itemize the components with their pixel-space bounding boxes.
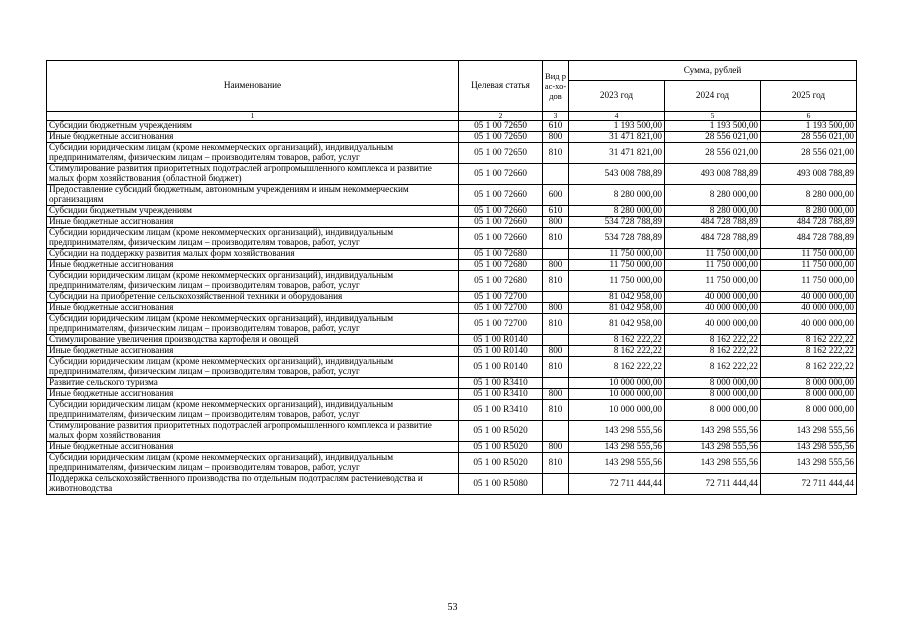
row-name-cell: Иные бюджетные ассигнования	[47, 217, 459, 228]
row-sum-2025-cell: 8 000 000,00	[761, 400, 857, 421]
table-body	[47, 121, 857, 495]
row-name-cell: Иные бюджетные ассигнования	[47, 303, 459, 314]
table-row	[47, 357, 857, 378]
table-row	[47, 314, 857, 335]
row-name-cell: Субсидии бюджетным учреждениям	[47, 121, 459, 132]
row-target-code-cell: 05 1 00 72660	[459, 185, 543, 206]
row-sum-2024-cell: 8 000 000,00	[665, 378, 761, 389]
row-sum-2023-cell: 11 750 000,00	[569, 260, 665, 271]
header-expense-kind-text: Вид рас-хо-дов	[544, 71, 567, 101]
row-sum-2025-cell: 8 000 000,00	[761, 378, 857, 389]
table-row	[47, 442, 857, 453]
column-number: 2	[459, 112, 543, 121]
row-sum-2025-cell: 1 193 500,00	[761, 121, 857, 132]
row-sum-2023-cell: 81 042 958,00	[569, 292, 665, 303]
row-name-cell: Субсидии бюджетным учреждениям	[47, 206, 459, 217]
row-expense-kind-cell: 800	[543, 260, 569, 271]
table-row	[47, 185, 857, 206]
row-sum-2024-cell: 484 728 788,89	[665, 217, 761, 228]
row-sum-2025-cell: 8 162 222,22	[761, 335, 857, 346]
row-sum-2025-cell: 8 280 000,00	[761, 185, 857, 206]
row-sum-2025-cell: 143 298 555,56	[761, 442, 857, 453]
row-sum-2025-cell: 143 298 555,56	[761, 421, 857, 442]
row-sum-2023-cell: 11 750 000,00	[569, 249, 665, 260]
row-expense-kind-cell	[543, 421, 569, 442]
page-number: 53	[447, 602, 458, 613]
row-sum-2025-cell: 11 750 000,00	[761, 271, 857, 292]
row-sum-2024-cell: 484 728 788,89	[665, 228, 761, 249]
header-year-2024: 2024 год	[665, 81, 761, 112]
column-number: 5	[665, 112, 761, 121]
row-expense-kind-cell: 610	[543, 206, 569, 217]
row-sum-2025-cell: 484 728 788,89	[761, 228, 857, 249]
table-row	[47, 292, 857, 303]
row-sum-2023-cell: 10 000 000,00	[569, 389, 665, 400]
table-row	[47, 206, 857, 217]
table-row	[47, 121, 857, 132]
row-sum-2023-cell: 543 008 788,89	[569, 164, 665, 185]
document-page	[46, 60, 856, 495]
row-target-code-cell: 05 1 00 R0140	[459, 357, 543, 378]
table-row	[47, 453, 857, 474]
row-name-cell: Субсидии юридическим лицам (кроме некоммерческих организаций), индивидуальным предпринимателям, физическим лицам – производителям товаров, работ, услуг	[47, 228, 459, 249]
row-expense-kind-cell: 800	[543, 303, 569, 314]
row-sum-2024-cell: 8 162 222,22	[665, 357, 761, 378]
row-name-cell: Субсидии юридическим лицам (кроме некоммерческих организаций), индивидуальным предпринимателям, физическим лицам – производителям товаров, работ, услуг	[47, 400, 459, 421]
row-expense-kind-cell	[543, 335, 569, 346]
row-target-code-cell: 05 1 00 R3410	[459, 389, 543, 400]
column-number: 4	[569, 112, 665, 121]
row-sum-2024-cell: 143 298 555,56	[665, 421, 761, 442]
row-expense-kind-cell: 810	[543, 271, 569, 292]
row-target-code-cell: 05 1 00 72650	[459, 143, 543, 164]
row-name-cell: Субсидии юридическим лицам (кроме некоммерческих организаций), индивидуальным предпринимателям, физическим лицам – производителям товаров, работ, услуг	[47, 143, 459, 164]
row-sum-2024-cell: 493 008 788,89	[665, 164, 761, 185]
table-row	[47, 217, 857, 228]
row-sum-2025-cell: 40 000 000,00	[761, 292, 857, 303]
row-target-code-cell: 05 1 00 R5020	[459, 421, 543, 442]
table-row	[47, 389, 857, 400]
row-expense-kind-cell: 810	[543, 400, 569, 421]
row-sum-2023-cell: 143 298 555,56	[569, 453, 665, 474]
table-row	[47, 474, 857, 495]
row-name-cell: Развитие сельского туризма	[47, 378, 459, 389]
row-sum-2024-cell: 8 000 000,00	[665, 389, 761, 400]
row-name-cell: Стимулирование развития приоритетных подотраслей агропромышленного комплекса и развитие малых форм хозяйствования (областной бюджет)	[47, 164, 459, 185]
row-sum-2024-cell: 28 556 021,00	[665, 143, 761, 164]
table-row	[47, 132, 857, 143]
row-sum-2023-cell: 81 042 958,00	[569, 303, 665, 314]
table-row	[47, 164, 857, 185]
row-sum-2025-cell: 40 000 000,00	[761, 303, 857, 314]
column-number: 1	[47, 112, 459, 121]
row-sum-2023-cell: 534 728 788,89	[569, 217, 665, 228]
row-sum-2024-cell: 11 750 000,00	[665, 249, 761, 260]
row-name-cell: Иные бюджетные ассигнования	[47, 389, 459, 400]
row-name-cell: Иные бюджетные ассигнования	[47, 132, 459, 143]
row-sum-2023-cell: 8 162 222,22	[569, 357, 665, 378]
row-target-code-cell: 05 1 00 72680	[459, 271, 543, 292]
row-sum-2023-cell: 143 298 555,56	[569, 421, 665, 442]
row-sum-2023-cell: 72 711 444,44	[569, 474, 665, 495]
row-target-code-cell: 05 1 00 R5020	[459, 442, 543, 453]
row-target-code-cell: 05 1 00 72660	[459, 217, 543, 228]
row-target-code-cell: 05 1 00 72660	[459, 206, 543, 217]
row-expense-kind-cell: 800	[543, 442, 569, 453]
table-row	[47, 335, 857, 346]
row-target-code-cell: 05 1 00 72700	[459, 292, 543, 303]
row-sum-2025-cell: 8 162 222,22	[761, 357, 857, 378]
row-target-code-cell: 05 1 00 R3410	[459, 378, 543, 389]
row-expense-kind-cell: 800	[543, 389, 569, 400]
row-target-code-cell: 05 1 00 72700	[459, 314, 543, 335]
row-target-code-cell: 05 1 00 R3410	[459, 400, 543, 421]
row-sum-2024-cell: 11 750 000,00	[665, 260, 761, 271]
row-name-cell: Субсидии юридическим лицам (кроме некоммерческих организаций), индивидуальным предпринимателям, физическим лицам – производителям товаров, работ, услуг	[47, 314, 459, 335]
row-sum-2023-cell: 81 042 958,00	[569, 314, 665, 335]
row-name-cell: Иные бюджетные ассигнования	[47, 260, 459, 271]
row-name-cell: Субсидии юридическим лицам (кроме некоммерческих организаций), индивидуальным предпринимателям, физическим лицам – производителям товаров, работ, услуг	[47, 357, 459, 378]
row-target-code-cell: 05 1 00 R0140	[459, 335, 543, 346]
row-sum-2023-cell: 8 280 000,00	[569, 185, 665, 206]
row-sum-2023-cell: 143 298 555,56	[569, 442, 665, 453]
row-target-code-cell: 05 1 00 72650	[459, 121, 543, 132]
row-target-code-cell: 05 1 00 R5020	[459, 453, 543, 474]
row-expense-kind-cell	[543, 474, 569, 495]
row-name-cell: Субсидии юридическим лицам (кроме некоммерческих организаций), индивидуальным предпринимателям, физическим лицам – производителям товаров, работ, услуг	[47, 271, 459, 292]
row-sum-2025-cell: 40 000 000,00	[761, 314, 857, 335]
row-expense-kind-cell: 610	[543, 121, 569, 132]
table-row	[47, 271, 857, 292]
row-sum-2023-cell: 10 000 000,00	[569, 378, 665, 389]
row-expense-kind-cell	[543, 164, 569, 185]
row-sum-2023-cell: 1 193 500,00	[569, 121, 665, 132]
row-sum-2024-cell: 28 556 021,00	[665, 132, 761, 143]
row-sum-2025-cell: 11 750 000,00	[761, 260, 857, 271]
row-expense-kind-cell: 810	[543, 143, 569, 164]
budget-table	[46, 60, 857, 495]
row-expense-kind-cell	[543, 292, 569, 303]
row-target-code-cell: 05 1 00 R5080	[459, 474, 543, 495]
row-target-code-cell: 05 1 00 R0140	[459, 346, 543, 357]
table-row	[47, 346, 857, 357]
row-sum-2025-cell: 8 162 222,22	[761, 346, 857, 357]
row-expense-kind-cell: 810	[543, 357, 569, 378]
row-target-code-cell: 05 1 00 72680	[459, 249, 543, 260]
row-name-cell: Субсидии на поддержку развития малых форм хозяйствования	[47, 249, 459, 260]
row-sum-2024-cell: 8 280 000,00	[665, 185, 761, 206]
row-sum-2024-cell: 11 750 000,00	[665, 271, 761, 292]
row-expense-kind-cell	[543, 378, 569, 389]
row-sum-2024-cell: 8 280 000,00	[665, 206, 761, 217]
row-sum-2024-cell: 8 000 000,00	[665, 400, 761, 421]
table-row	[47, 421, 857, 442]
row-expense-kind-cell: 800	[543, 132, 569, 143]
row-target-code-cell: 05 1 00 72650	[459, 132, 543, 143]
row-sum-2024-cell: 40 000 000,00	[665, 314, 761, 335]
row-expense-kind-cell: 810	[543, 453, 569, 474]
row-name-cell: Стимулирование увеличения производства картофеля и овощей	[47, 335, 459, 346]
row-sum-2025-cell: 72 711 444,44	[761, 474, 857, 495]
row-sum-2024-cell: 40 000 000,00	[665, 303, 761, 314]
row-name-cell: Субсидии на приобретение сельскохозяйственной техники и оборудования	[47, 292, 459, 303]
row-sum-2025-cell: 11 750 000,00	[761, 249, 857, 260]
row-name-cell: Поддержка сельскохозяйственного производства по отдельным подотраслям растениеводства и животноводства	[47, 474, 459, 495]
row-sum-2025-cell: 8 280 000,00	[761, 206, 857, 217]
row-sum-2023-cell: 8 162 222,22	[569, 335, 665, 346]
row-expense-kind-cell: 810	[543, 314, 569, 335]
table-row	[47, 260, 857, 271]
row-sum-2024-cell: 1 193 500,00	[665, 121, 761, 132]
column-number: 6	[761, 112, 857, 121]
table-row	[47, 143, 857, 164]
row-expense-kind-cell: 800	[543, 346, 569, 357]
row-name-cell: Стимулирование развития приоритетных подотраслей агропромышленного комплекса и развитие малых форм хозяйствования	[47, 421, 459, 442]
row-expense-kind-cell	[543, 249, 569, 260]
row-sum-2023-cell: 11 750 000,00	[569, 271, 665, 292]
table-row	[47, 400, 857, 421]
table-row	[47, 303, 857, 314]
header-target-article: Целевая статья	[459, 61, 543, 112]
row-name-cell: Иные бюджетные ассигнования	[47, 346, 459, 357]
header-year-2025: 2025 год	[761, 81, 857, 112]
row-sum-2025-cell: 484 728 788,89	[761, 217, 857, 228]
row-sum-2025-cell: 28 556 021,00	[761, 143, 857, 164]
row-sum-2023-cell: 31 471 821,00	[569, 132, 665, 143]
header-sum: Сумма, рублей	[569, 61, 857, 81]
row-sum-2025-cell: 493 008 788,89	[761, 164, 857, 185]
row-name-cell: Субсидии юридическим лицам (кроме некоммерческих организаций), индивидуальным предпринимателям, физическим лицам – производителям товаров, работ, услуг	[47, 453, 459, 474]
row-sum-2024-cell: 72 711 444,44	[665, 474, 761, 495]
table-row	[47, 378, 857, 389]
row-sum-2024-cell: 40 000 000,00	[665, 292, 761, 303]
row-sum-2024-cell: 8 162 222,22	[665, 346, 761, 357]
row-sum-2025-cell: 8 000 000,00	[761, 389, 857, 400]
row-sum-2025-cell: 143 298 555,56	[761, 453, 857, 474]
table-row	[47, 228, 857, 249]
row-sum-2023-cell: 534 728 788,89	[569, 228, 665, 249]
row-name-cell: Предоставление субсидий бюджетным, автономным учреждениям и иным некоммерческим организациям	[47, 185, 459, 206]
row-sum-2023-cell: 8 162 222,22	[569, 346, 665, 357]
column-number: 3	[543, 112, 569, 121]
row-target-code-cell: 05 1 00 72680	[459, 260, 543, 271]
row-sum-2024-cell: 143 298 555,56	[665, 453, 761, 474]
row-target-code-cell: 05 1 00 72660	[459, 164, 543, 185]
row-sum-2023-cell: 10 000 000,00	[569, 400, 665, 421]
row-sum-2024-cell: 143 298 555,56	[665, 442, 761, 453]
table-row	[47, 249, 857, 260]
row-sum-2024-cell: 8 162 222,22	[665, 335, 761, 346]
row-sum-2023-cell: 31 471 821,00	[569, 143, 665, 164]
header-name: Наименование	[47, 61, 459, 112]
row-sum-2025-cell: 28 556 021,00	[761, 132, 857, 143]
row-expense-kind-cell: 600	[543, 185, 569, 206]
row-expense-kind-cell: 800	[543, 217, 569, 228]
row-target-code-cell: 05 1 00 72660	[459, 228, 543, 249]
row-target-code-cell: 05 1 00 72700	[459, 303, 543, 314]
row-sum-2023-cell: 8 280 000,00	[569, 206, 665, 217]
header-year-2023: 2023 год	[569, 81, 665, 112]
row-name-cell: Иные бюджетные ассигнования	[47, 442, 459, 453]
header-expense-kind	[543, 61, 569, 112]
row-expense-kind-cell: 810	[543, 228, 569, 249]
